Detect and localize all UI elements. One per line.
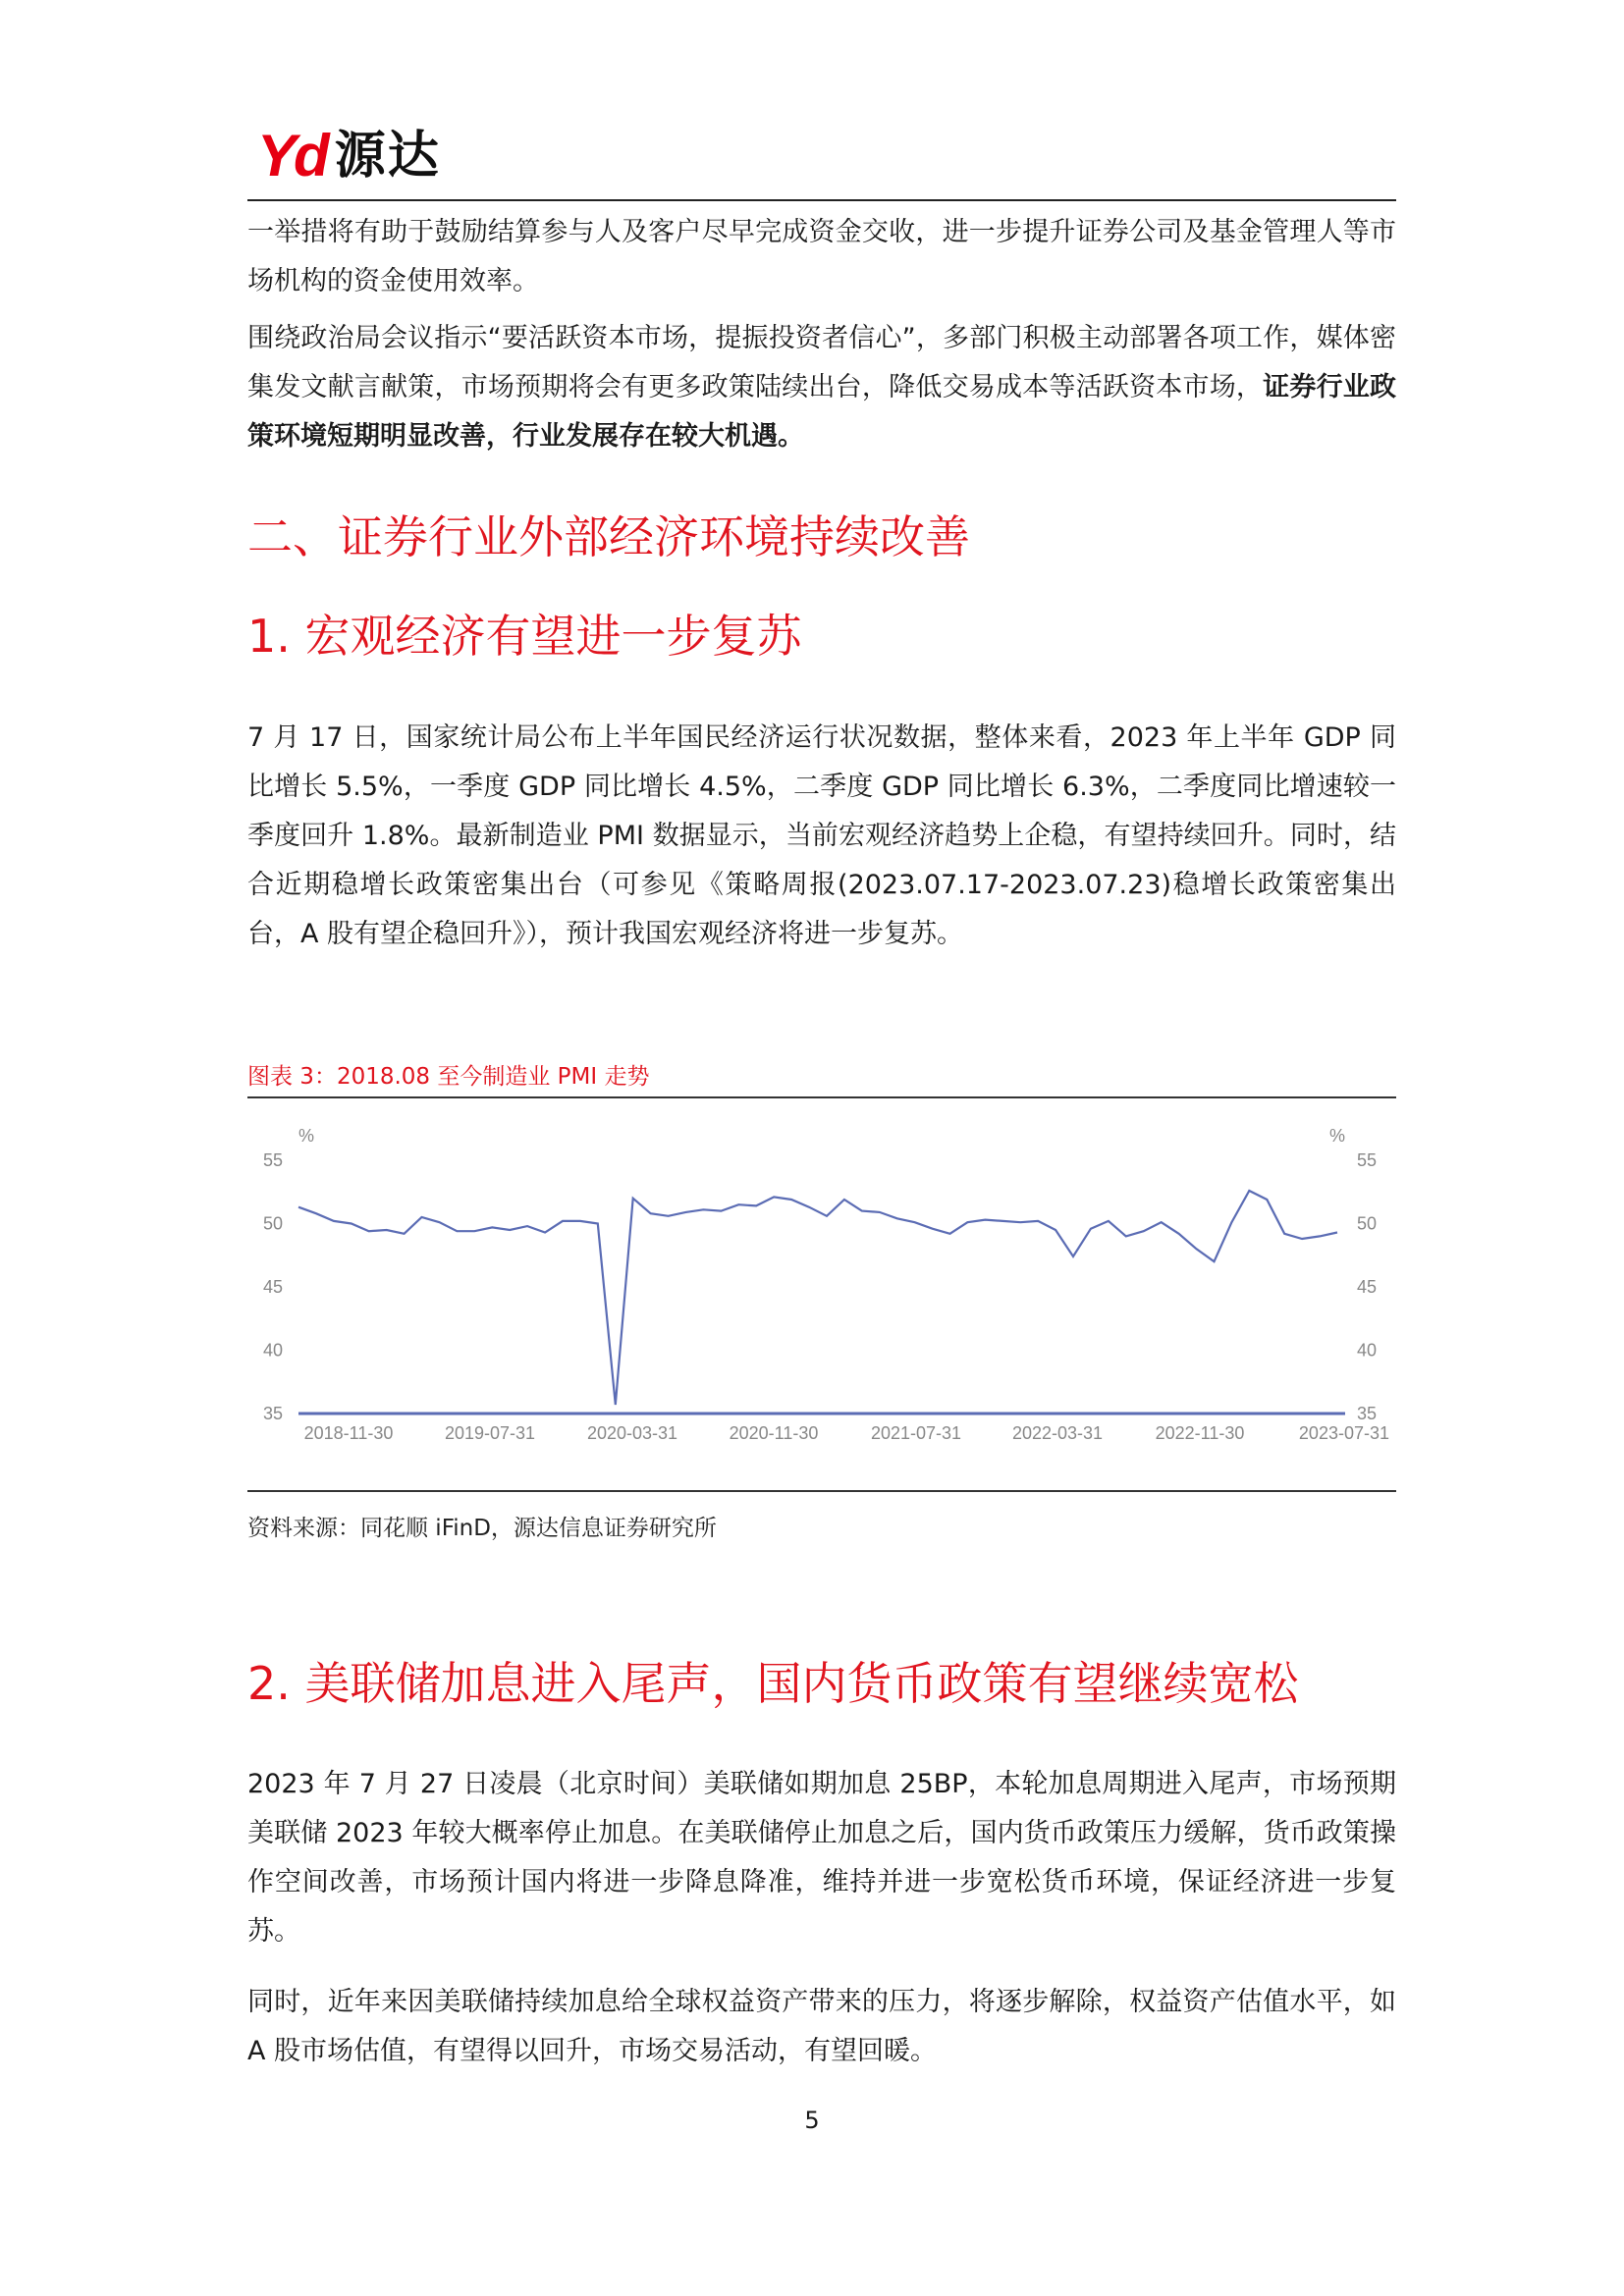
x-tick-label: 2022-03-31 [1011, 1423, 1104, 1443]
figure-top-rule [247, 1096, 1396, 1098]
subsection-heading-1: 1. 宏观经济有望进一步复苏 [247, 610, 802, 663]
x-tick-label: 2020-03-31 [586, 1423, 678, 1443]
page-number: 5 [804, 2107, 820, 2134]
y-tick-label-right: 55 [1357, 1150, 1378, 1170]
logo-text: 源达 [334, 127, 441, 186]
y-tick-label-left: 40 [262, 1340, 283, 1361]
logo-letter: Y [257, 123, 295, 188]
x-tick-label: 2022-11-30 [1155, 1423, 1245, 1443]
subsection-heading-2: 2. 美联储加息进入尾声，国内货币政策有望继续宽松 [247, 1657, 1299, 1710]
series-line-pmi [298, 1191, 1337, 1405]
paragraph-2-bold: 证券行业政策环境短期明显改善，行业发展存在较大机遇。 [247, 372, 1397, 452]
y-tick-label-right: 40 [1357, 1340, 1378, 1361]
logo-letter: d [294, 123, 327, 188]
y-tick-label-left: 45 [262, 1277, 283, 1297]
paragraph-5: 同时，近年来因美联储持续加息给全球权益资产带来的压力，将逐步解除，权益资产估值水平，如 A 股市场估值，有望得以回升，市场交易活动，有望回暖。 [247, 1987, 1396, 2066]
y-tick-label-left: 55 [262, 1150, 283, 1170]
pmi-line-chart [247, 1104, 1396, 1487]
paragraph-4: 2023 年 7 月 27 日凌晨（北京时间）美联储如期加息 25BP，本轮加息周期进入尾声，市场预期美联储 2023 年较大概率停止加息。在美联储停止加息之后，国内货币政策压力缓解，货币政策操作空间改善，市场预计国内将进一步降息降准，维持并进一步宽松货币环境，保证经济进一步复苏。 [247, 1769, 1396, 1947]
logo-mark [257, 123, 327, 188]
y-tick-label-right: 50 [1357, 1213, 1378, 1234]
y-axis-left [263, 1150, 283, 1423]
x-axis [304, 1423, 1389, 1443]
paragraph-2-text: 围绕政治局会议指示“要活跃资本市场，提振投资者信心”，多部门积极主动部署各项工作，媒体密集发文献言献策，市场预期将会有更多政策陆续出台，降低交易成本等活跃资本市场， [247, 323, 1396, 402]
figure-caption: 图表 3：2018.08 至今制造业 PMI 走势 [247, 1064, 650, 1090]
y-axis-unit-right: % [1329, 1126, 1346, 1146]
x-tick-label: 2023-07-31 [1298, 1423, 1389, 1443]
y-tick-label-left: 50 [262, 1213, 283, 1234]
paragraph-1: 一举措将有助于鼓励结算参与人及客户尽早完成资金交收，进一步提升证券公司及基金管理人等市场机构的资金使用效率。 [247, 217, 1396, 296]
y-tick-label-left: 35 [262, 1404, 283, 1423]
y-tick-label-right: 35 [1357, 1404, 1378, 1423]
paragraph-2 [247, 314, 1396, 461]
x-tick-label: 2018-11-30 [303, 1423, 394, 1443]
paragraph-3: 7 月 17 日，国家统计局公布上半年国民经济运行状况数据，整体来看，2023 年上半年 GDP 同比增长 5.5%，一季度 GDP 同比增长 4.5%，二季度 GDP 同比增长 6.3%，二季度同比增速较一季度回升 1.8%。最新制造业 PMI 数据显示，当前宏观经济趋势上企稳，有望持续回升。同时，结合近期稳增长政策密集出台（可参见《策略周报(2023.07.17-2023.07.23)稳增长政策密集出台，A 股有望企稳回升》），预计我国宏观经济将进一步复苏。 [247, 722, 1396, 949]
x-tick-label: 2020-11-30 [729, 1423, 819, 1443]
y-tick-label-right: 45 [1357, 1277, 1378, 1297]
x-tick-label: 2021-07-31 [870, 1423, 962, 1443]
figure-bottom-rule [247, 1490, 1396, 1492]
section-heading: 二、证券行业外部经济环境持续改善 [247, 510, 970, 563]
brand-logo [257, 123, 441, 188]
y-axis-right [1357, 1150, 1377, 1423]
figure-source: 资料来源：同花顺 iFinD，源达信息证券研究所 [247, 1516, 717, 1541]
header-rule [247, 199, 1396, 201]
y-axis-unit-left: % [298, 1126, 315, 1146]
x-tick-label: 2019-07-31 [444, 1423, 536, 1443]
